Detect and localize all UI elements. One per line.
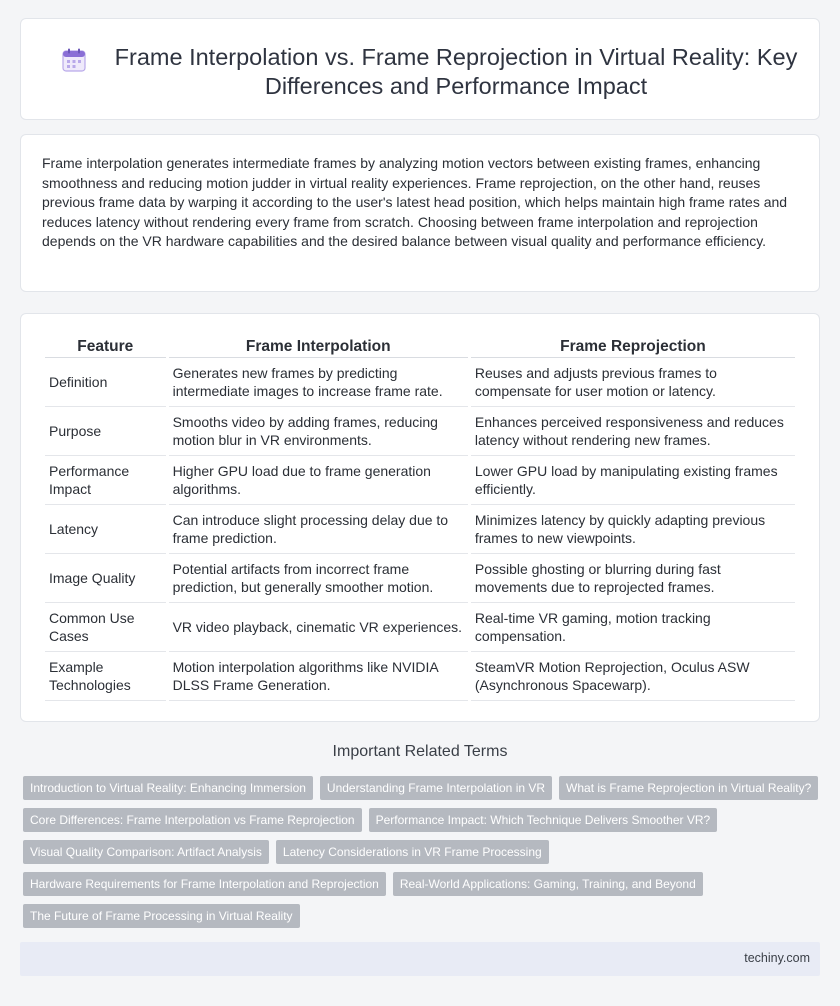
feature-cell: Latency: [45, 505, 166, 554]
related-term-tag[interactable]: Understanding Frame Interpolation in VR: [320, 776, 552, 800]
related-terms-list: [23, 776, 823, 928]
related-term-tag[interactable]: Latency Considerations in VR Frame Processing: [276, 840, 549, 864]
table-row: [45, 358, 795, 407]
interpolation-cell: VR video playback, cinematic VR experiences.: [169, 603, 468, 652]
reprojection-cell: Real-time VR gaming, motion tracking compensation.: [471, 603, 795, 652]
reprojection-cell: SteamVR Motion Reprojection, Oculus ASW (Asynchronous Spacewarp).: [471, 652, 795, 701]
feature-cell: Image Quality: [45, 554, 166, 603]
comparison-table: [42, 334, 798, 701]
feature-cell: Common Use Cases: [45, 603, 166, 652]
feature-cell: Performance Impact: [45, 456, 166, 505]
reprojection-cell: Possible ghosting or blurring during fast movements due to reprojected frames.: [471, 554, 795, 603]
column-header-frame-interpolation: Frame Interpolation: [169, 334, 468, 358]
table-header-row: [45, 334, 795, 358]
calendar-icon: [61, 47, 87, 73]
table-row: [45, 652, 795, 701]
feature-cell: Purpose: [45, 407, 166, 456]
feature-cell: Definition: [45, 358, 166, 407]
interpolation-cell: Motion interpolation algorithms like NVIDIA DLSS Frame Generation.: [169, 652, 468, 701]
footer: [20, 942, 820, 976]
table-row: [45, 554, 795, 603]
comparison-table-card: [20, 313, 820, 722]
related-term-tag[interactable]: Performance Impact: Which Technique Delivers Smoother VR?: [369, 808, 718, 832]
related-term-tag[interactable]: Introduction to Virtual Reality: Enhancing Immersion: [23, 776, 313, 800]
table-row: [45, 407, 795, 456]
title-wrap: [61, 43, 799, 101]
table-row: [45, 505, 795, 554]
related-term-tag[interactable]: Visual Quality Comparison: Artifact Analysis: [23, 840, 269, 864]
related-terms-heading: Important Related Terms: [332, 743, 508, 760]
related-term-tag[interactable]: What is Frame Reprojection in Virtual Reality?: [559, 776, 818, 800]
interpolation-cell: Can introduce slight processing delay due to frame prediction.: [169, 505, 468, 554]
reprojection-cell: Enhances perceived responsiveness and reduces latency without rendering new frames.: [471, 407, 795, 456]
reprojection-cell: Minimizes latency by quickly adapting previous frames to new viewpoints.: [471, 505, 795, 554]
related-term-tag[interactable]: The Future of Frame Processing in Virtual Reality: [23, 904, 300, 928]
reprojection-cell: Lower GPU load by manipulating existing frames efficiently.: [471, 456, 795, 505]
column-header-frame-reprojection: Frame Reprojection: [471, 334, 795, 358]
column-header-feature: Feature: [45, 334, 166, 358]
reprojection-cell: Reuses and adjusts previous frames to compensate for user motion or latency.: [471, 358, 795, 407]
page-title: Frame Interpolation vs. Frame Reprojection in Virtual Reality: Key Differences and Performance Impact: [114, 44, 798, 99]
footer-site-link[interactable]: techiny.com: [744, 951, 810, 965]
interpolation-cell: Potential artifacts from incorrect frame prediction, but generally smoother motion.: [169, 554, 468, 603]
related-term-tag[interactable]: Core Differences: Frame Interpolation vs Frame Reprojection: [23, 808, 362, 832]
table-row: [45, 603, 795, 652]
related-term-tag[interactable]: Hardware Requirements for Frame Interpolation and Reprojection: [23, 872, 386, 896]
summary-card: [20, 134, 820, 292]
header-card: [20, 18, 820, 120]
feature-cell: Example Technologies: [45, 652, 166, 701]
related-term-tag[interactable]: Real-World Applications: Gaming, Training, and Beyond: [393, 872, 703, 896]
table-row: [45, 456, 795, 505]
interpolation-cell: Generates new frames by predicting intermediate images to increase frame rate.: [169, 358, 468, 407]
interpolation-cell: Smooths video by adding frames, reducing motion blur in VR environments.: [169, 407, 468, 456]
interpolation-cell: Higher GPU load due to frame generation algorithms.: [169, 456, 468, 505]
summary-paragraph: Frame interpolation generates intermediate frames by analyzing motion vectors between existing frames, enhancing smoothness and reducing motion judder in virtual reality experiences. Frame reprojection, on the other hand, reuses previous frame data by warping it according to the user's latest head position, which helps maintain high frame rates and reduces latency without rendering every frame from scratch. Choosing between frame interpolation and reprojection depends on the VR hardware capabilities and the desired balance between visual quality and performance efficiency.: [42, 155, 788, 249]
